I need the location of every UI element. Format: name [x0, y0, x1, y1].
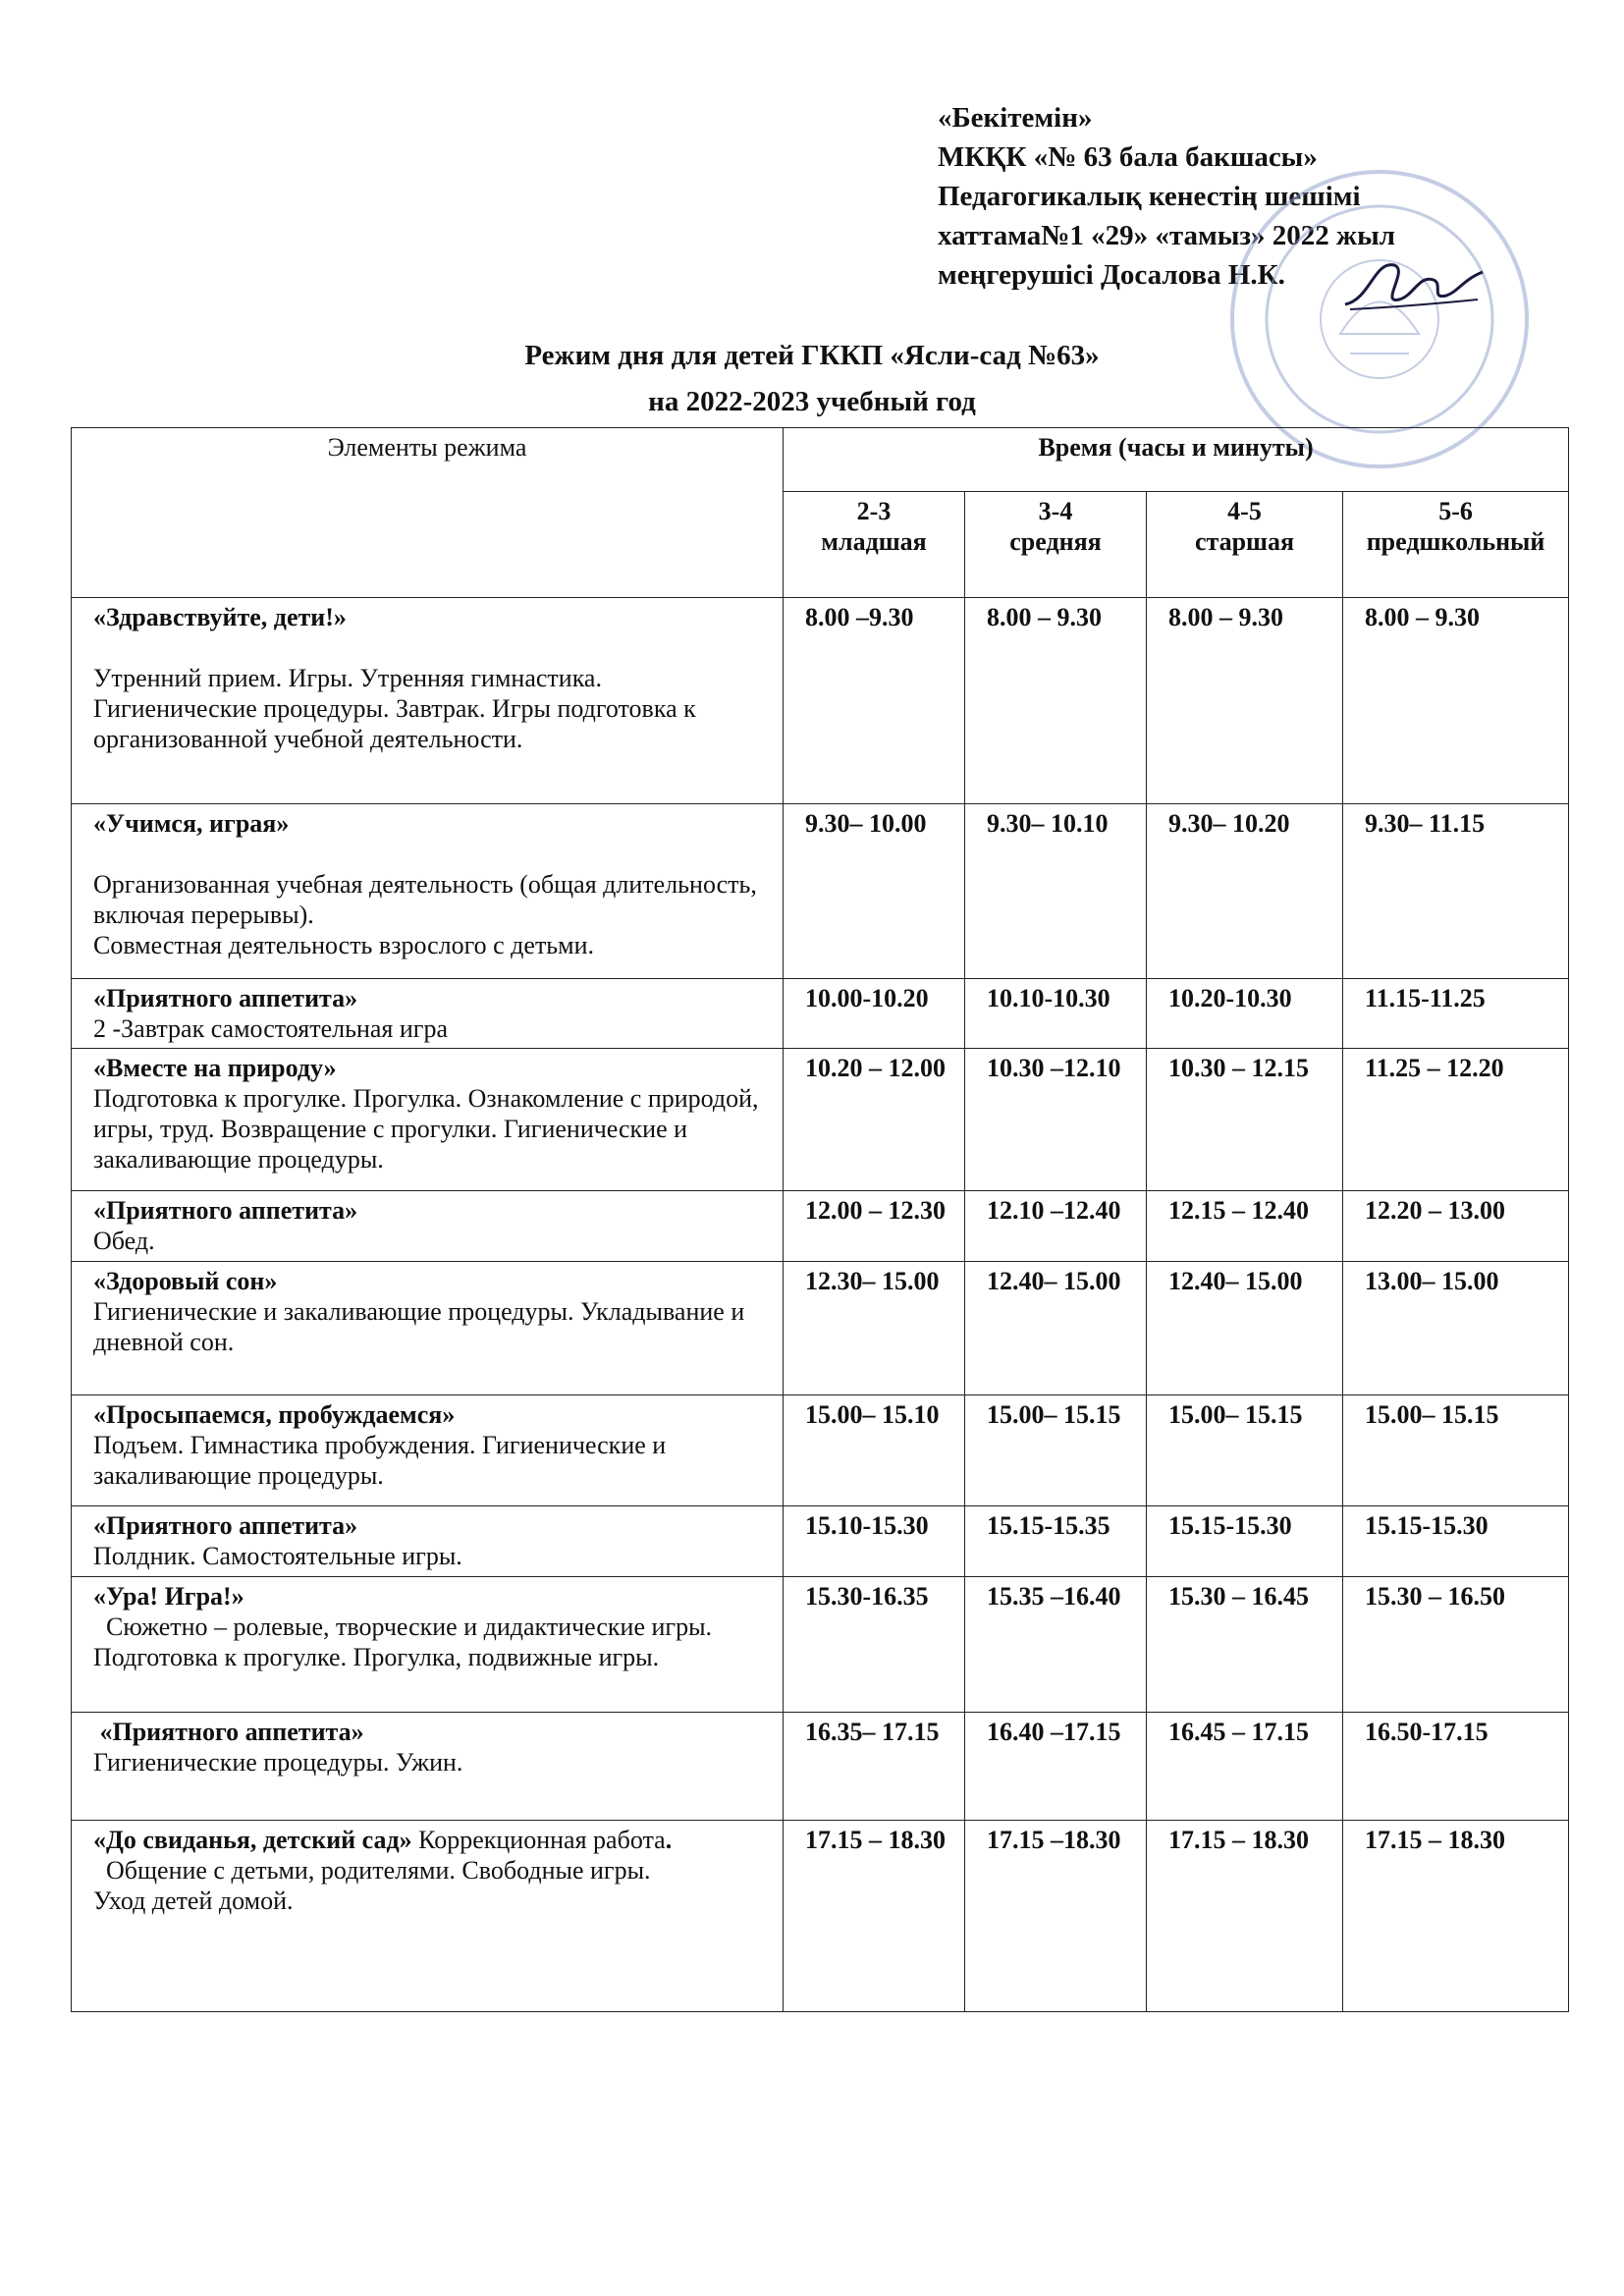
row-element-cell: «Ура! Игра!» Сюжетно – ролевые, творческие и дидактические игры. Подготовка к прогулке. Прогулка, подвижные игры. — [72, 1577, 784, 1713]
table-row — [72, 1713, 1569, 1821]
time-cell: 15.35 –16.40 — [965, 1577, 1147, 1713]
table-row — [72, 1395, 1569, 1506]
row-element-cell: «Учимся, играя» Организованная учебная деятельность (общая длительность, включая перерывы). Совместная деятельность взрослого с детьми. — [72, 804, 784, 979]
time-cell: 10.20 – 12.00 — [784, 1049, 965, 1191]
time-cell: 15.00– 15.15 — [1147, 1395, 1343, 1506]
header-group-3-4: 3-4 средняя — [965, 492, 1147, 598]
table-row — [72, 1262, 1569, 1395]
time-cell: 15.30 – 16.45 — [1147, 1577, 1343, 1713]
time-cell: 15.00– 15.15 — [1343, 1395, 1569, 1506]
time-cell: 8.00 – 9.30 — [1147, 598, 1343, 804]
schedule-table — [71, 427, 1569, 2012]
time-cell: 8.00 – 9.30 — [965, 598, 1147, 804]
row-element-cell: «Здравствуйте, дети!» Утренний прием. Игры. Утренняя гимнастика. Гигиенические процедуры. Завтрак. Игры подготовка к организованной учебной деятельности. — [72, 598, 784, 804]
document-title: Режим дня для детей ГККП «Ясли-сад №63» — [524, 340, 1100, 371]
time-cell: 9.30– 10.00 — [784, 804, 965, 979]
approval-line-5: меңгерушісі Досалова Н.К. — [938, 259, 1285, 291]
table-row — [72, 1506, 1569, 1577]
time-cell: 17.15 – 18.30 — [1147, 1821, 1343, 2012]
header-group-5-6: 5-6 предшкольный — [1343, 492, 1569, 598]
row-element-cell: «Вместе на природу» Подготовка к прогулке. Прогулка. Ознакомление с природой, игры, труд. Возвращение с прогулки. Гигиенические и закаливающие процедуры. — [72, 1049, 784, 1191]
time-cell: 10.10-10.30 — [965, 979, 1147, 1049]
time-cell: 15.15-15.30 — [1343, 1506, 1569, 1577]
time-cell: 12.10 –12.40 — [965, 1191, 1147, 1262]
table-row — [72, 1577, 1569, 1713]
header-time: Время (часы и минуты) — [784, 428, 1569, 492]
time-cell: 8.00 – 9.30 — [1343, 598, 1569, 804]
table-row — [72, 979, 1569, 1049]
header-group-2-3: 2-3 младшая — [784, 492, 965, 598]
time-cell: 15.30 – 16.50 — [1343, 1577, 1569, 1713]
row-element-cell: «До свиданья, детский сад» Коррекционная работа. Общение с детьми, родителями. Свободные игры. Уход детей домой. — [72, 1821, 784, 2012]
time-cell: 10.00-10.20 — [784, 979, 965, 1049]
signature — [1340, 250, 1488, 319]
row-element-cell: «Просыпаемся, пробуждаемся» Подъем. Гимнастика пробуждения. Гигиенические и закаливающие процедуры. — [72, 1395, 784, 1506]
time-cell: 16.40 –17.15 — [965, 1713, 1147, 1821]
time-cell: 10.20-10.30 — [1147, 979, 1343, 1049]
time-cell: 15.15-15.30 — [1147, 1506, 1343, 1577]
time-cell: 9.30– 10.20 — [1147, 804, 1343, 979]
table-row — [72, 1821, 1569, 2012]
time-cell: 10.30 –12.10 — [965, 1049, 1147, 1191]
time-cell: 17.15 – 18.30 — [1343, 1821, 1569, 2012]
time-cell: 11.15-11.25 — [1343, 979, 1569, 1049]
approval-line-4: хаттама№1 «29» «тамыз» 2022 жыл — [938, 220, 1395, 251]
time-cell: 12.40– 15.00 — [1147, 1262, 1343, 1395]
approval-line-3: Педагогикалық кенестің шешімі — [938, 181, 1361, 212]
row-element-cell: «Приятного аппетита» 2 -Завтрак самостоятельная игра — [72, 979, 784, 1049]
row-element-cell: «Приятного аппетита» Гигиенические процедуры. Ужин. — [72, 1713, 784, 1821]
time-cell: 15.00– 15.15 — [965, 1395, 1147, 1506]
header-elements: Элементы режима — [72, 428, 784, 598]
time-cell: 16.35– 17.15 — [784, 1713, 965, 1821]
time-cell: 12.40– 15.00 — [965, 1262, 1147, 1395]
time-cell: 13.00– 15.00 — [1343, 1262, 1569, 1395]
time-cell: 8.00 –9.30 — [784, 598, 965, 804]
time-cell: 12.20 – 13.00 — [1343, 1191, 1569, 1262]
time-cell: 12.00 – 12.30 — [784, 1191, 965, 1262]
time-cell: 17.15 –18.30 — [965, 1821, 1147, 2012]
table-row — [72, 598, 1569, 804]
time-cell: 15.10-15.30 — [784, 1506, 965, 1577]
time-cell: 15.00– 15.10 — [784, 1395, 965, 1506]
approval-line-2: МКҚК «№ 63 бала бакшасы» — [938, 141, 1318, 173]
table-row — [72, 804, 1569, 979]
table-row — [72, 1049, 1569, 1191]
time-cell: 10.30 – 12.15 — [1147, 1049, 1343, 1191]
document-subtitle: на 2022-2023 учебный год — [648, 386, 976, 417]
time-cell: 15.30-16.35 — [784, 1577, 965, 1713]
time-cell: 15.15-15.35 — [965, 1506, 1147, 1577]
header-group-4-5: 4-5 старшая — [1147, 492, 1343, 598]
time-cell: 12.15 – 12.40 — [1147, 1191, 1343, 1262]
time-cell: 16.45 – 17.15 — [1147, 1713, 1343, 1821]
time-cell: 16.50-17.15 — [1343, 1713, 1569, 1821]
time-cell: 17.15 – 18.30 — [784, 1821, 965, 2012]
time-cell: 11.25 – 12.20 — [1343, 1049, 1569, 1191]
row-element-cell: «Здоровый сон» Гигиенические и закаливающие процедуры. Укладывание и дневной сон. — [72, 1262, 784, 1395]
row-element-cell: «Приятного аппетита» Полдник. Самостоятельные игры. — [72, 1506, 784, 1577]
table-row — [72, 1191, 1569, 1262]
time-cell: 12.30– 15.00 — [784, 1262, 965, 1395]
approval-line-1: «Бекітемін» — [938, 102, 1093, 134]
row-element-cell: «Приятного аппетита» Обед. — [72, 1191, 784, 1262]
time-cell: 9.30– 10.10 — [965, 804, 1147, 979]
time-cell: 9.30– 11.15 — [1343, 804, 1569, 979]
